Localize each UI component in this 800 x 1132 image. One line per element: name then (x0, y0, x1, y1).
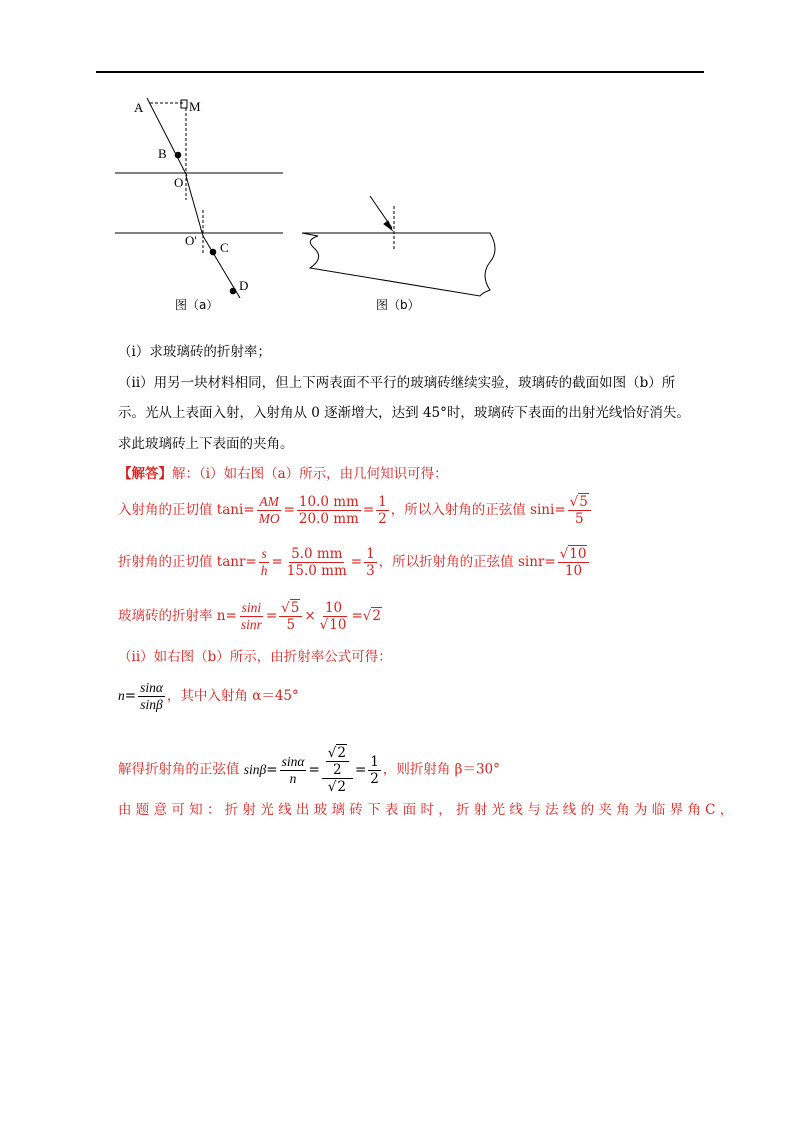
sqrt-radicand: 2 (337, 745, 346, 761)
sin-r-prefix: ，所以折射角的正弦值 sinr= (378, 554, 556, 570)
frac-den: 3 (366, 563, 375, 579)
n-formula-line: n= $\frac{\sin\alpha}{\sin\beta}$ ，其中入射角 α＝45° (118, 680, 299, 712)
question-part2-line1: （ⅱ）用另一块材料相同，但上下两表面不平行的玻璃砖继续实验，玻璃砖的截面如图（b）所 (118, 375, 676, 391)
sin-i-prefix: ，所以入射角的正弦值 sini= (390, 502, 566, 518)
frac-sini-sinr (239, 600, 264, 633)
label-c: C (220, 240, 229, 255)
sinb-suffix: ，则折射角 β＝30° (382, 761, 500, 778)
frac-num: 10 (324, 600, 343, 616)
frac-num: sinα (140, 680, 163, 695)
question-part1: （ⅰ）求玻璃砖的折射率； (118, 344, 271, 360)
frac-s-h (259, 546, 270, 579)
point-d (230, 288, 236, 294)
frac-sqrt5-5: $\frac{√5}{5}$ (568, 494, 591, 527)
tan-i-prefix: 入射角的正切值 tani= (118, 502, 255, 518)
frac-den: 10 (564, 563, 583, 579)
frac-den: 15.0 mm (286, 563, 347, 579)
frac-num: AM (259, 494, 279, 509)
frac-10-sqrt10: $\frac{10}{√10}$ (319, 600, 347, 633)
frac-den: n (289, 770, 297, 786)
frac-1-2 (376, 494, 389, 527)
m-marker (181, 100, 187, 108)
frac-num: sinα (281, 753, 305, 769)
sinb-prefix: 解得折射角的正弦值 (118, 761, 240, 778)
sqrt-radicand: 2 (337, 779, 346, 795)
figure-b (302, 196, 495, 296)
label-o: O (174, 175, 184, 190)
tan-i-line: 入射角的正切值 tani= $\frac{AM}{MO}$ = $\frac{10.0 mm}{20.0 mm}$ = $\frac{1}{2}$ ，所以入射角的正弦值 sini= $\frac{√5}{5}$ (118, 494, 593, 527)
n2-suffix: ，其中入射角 α＝45° (166, 688, 299, 704)
frac-num: 1 (370, 753, 379, 770)
frac-num: 1 (378, 494, 387, 510)
n-prefix: 玻璃砖的折射率 n= (118, 608, 237, 624)
label-o2: O' (185, 233, 197, 248)
frac-den: 5 (574, 511, 584, 527)
frac-1-2b (368, 754, 381, 787)
prism-section (302, 233, 495, 296)
frac-num: 1 (366, 546, 375, 562)
frac-den: sinβ (140, 697, 163, 712)
frac-den: h (260, 563, 268, 578)
n-result: 2 (372, 608, 381, 624)
answer-intro (118, 464, 448, 484)
frac-num: s (261, 546, 267, 561)
n-line: 玻璃砖的折射率 n= $\frac{\sin i}{\sin r}$ = $\frac{√5}{5}$ × $\frac{10}{√10}$ =√2 (118, 600, 381, 633)
frac-inner: $\frac{√2}{2}$ (326, 745, 349, 778)
sqrt-radicand: 5 (579, 494, 588, 510)
sinb-line: 解得折射角的正弦值 sinβ= $\frac{\sin\alpha}{n}$ = $\frac{\frac{√2}{2}}{√2}$ = $\frac{1}{2}$ ，则折射角 β＝30° (118, 745, 500, 795)
tan-r-prefix: 折射角的正切值 tanr= (118, 554, 257, 570)
answer-intro-text: 解：（i）如右图（a）所示，由几何知识可得： (172, 466, 448, 482)
frac-compound: $\frac{\frac{√2}{2}}{√2}$ (322, 745, 353, 795)
n-lhs: n (118, 688, 125, 703)
frac-sina-sinb (138, 680, 165, 713)
frac-den: 5 (286, 617, 296, 633)
answer-label: 【解答】 (118, 466, 172, 482)
frac-am-mo (257, 494, 282, 527)
tan-r-line: 折射角的正切值 tanr= $\frac{s}{h}$ = $\frac{5.0 mm}{15.0 mm}$ = $\frac{1}{3}$ ，所以折射角的正弦值 sinr= $\frac{√10}{10}$ (118, 546, 591, 579)
frac-den: MO (258, 511, 280, 526)
frac-den: 2 (370, 770, 379, 787)
frac-sqrt10-10: $\frac{√10}{10}$ (558, 546, 590, 579)
frac-sqrt5-5b: $\frac{√5}{5}$ (279, 600, 302, 633)
question-part2-line3: 求此玻璃砖上下表面的夹角。 (118, 436, 294, 452)
figures (0, 0, 800, 330)
final-line: 由 题 意 可 知 ： 折 射 光 线 出 玻 璃 砖 下 表 面 时 ， 折 射 光 线 与 法 线 的 夹 角 为 临 界 角 C ， (118, 802, 734, 818)
refracted-ray (186, 176, 203, 236)
sinb-lhs: sinβ (243, 761, 267, 777)
label-b: B (158, 146, 167, 161)
point-c (210, 249, 216, 255)
sqrt-radicand: 5 (290, 600, 300, 616)
frac-5-15 (285, 546, 349, 579)
frac-10-20 (297, 494, 361, 527)
frac-sina-n (280, 754, 307, 787)
part2-intro: （ii）如右图（b）所示，由折射率公式可得： (118, 649, 392, 665)
incident-ray (147, 98, 187, 176)
frac-num: 5.0 mm (291, 546, 343, 562)
label-a: A (134, 100, 144, 115)
label-d: D (239, 278, 249, 293)
question-part2-line2: 示。光从上表面入射，入射角从 0 逐渐增大，达到 45°时，玻璃砖下表面的出射光线恰好消失。 (118, 405, 690, 421)
frac-den: sinr (240, 617, 262, 632)
sqrt-radicand: 10 (569, 546, 587, 562)
label-m: M (189, 99, 201, 114)
frac-den: 20.0 mm (298, 511, 359, 527)
sqrt-radicand: 10 (329, 617, 347, 633)
caption-a: 图（a） (175, 298, 219, 312)
caption-b: 图（b） (376, 298, 420, 312)
frac-1-3 (364, 546, 377, 579)
point-b (175, 152, 181, 158)
frac-num: sini (241, 600, 262, 615)
frac-num: 10.0 mm (298, 494, 359, 510)
frac-den: 2 (378, 511, 387, 527)
frac-den: 2 (333, 762, 342, 778)
figure-a (115, 98, 283, 298)
